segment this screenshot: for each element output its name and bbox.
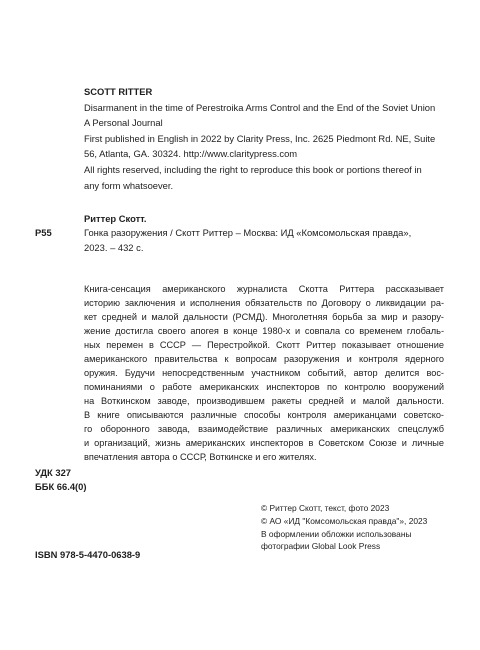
cover-credit-line: В оформлении обложки использованы bbox=[261, 528, 412, 539]
annotation-line: кет средней и малой дальности (РСМД). Многолетняя борьба за мир и разору- bbox=[84, 312, 444, 322]
english-author: SCOTT RITTER bbox=[84, 86, 153, 97]
classification-block bbox=[35, 466, 87, 494]
annotation-line: го оборонного завода, взаимодействие различных американских спецслужб bbox=[84, 424, 444, 434]
copyright-line: © Риттер Скотт, текст, фото 2023 bbox=[261, 503, 390, 513]
english-subtitle-line: A Personal Journal bbox=[84, 117, 163, 129]
annotation-line: оружия. Будучи непосредственным участником событий, автор делится вос- bbox=[84, 368, 444, 378]
bbk-code: ББК 66.4(0) bbox=[35, 481, 87, 492]
annotation-line: Книга-сенсация американского журналиста Скотта Риттера рассказывает bbox=[84, 284, 444, 294]
annotation-line: на Воткинском заводе, производившем ракеты средней и малой дальности. bbox=[84, 396, 444, 406]
annotation-line: и организаций, жизнь американских инспекторов в Советском Союзе и личные bbox=[84, 438, 444, 448]
annotation-paragraph bbox=[84, 282, 444, 464]
catalog-title-line: 2023. – 432 с. bbox=[84, 241, 144, 253]
english-address-line: 56, Atlanta, GA. 30324. http://www.claritypress.com bbox=[84, 148, 298, 160]
annotation-line: впечатления автора о СССР, Воткинске и его жителях. bbox=[84, 452, 317, 462]
english-rights-line: any form whatsoever. bbox=[84, 179, 174, 191]
catalog-author: Риттер Скотт. bbox=[84, 213, 147, 224]
english-title-line: Disarmanent in the time of Perestroika Arms Control and the End of the Soviet Union bbox=[84, 101, 436, 113]
copyright-line: © АО «ИД "Комсомольская правда"», 2023 bbox=[261, 515, 428, 526]
cover-credit-line: фотографии Global Look Press bbox=[261, 541, 381, 552]
english-edition-block bbox=[84, 84, 444, 193]
annotation-line: ных перемен в СССР — Перестройкой. Скотт Риттер показывает отношение bbox=[84, 340, 444, 350]
annotation-line: жение достигла своего апогея в конце 1980-х и совпала со временем глобаль- bbox=[84, 326, 444, 336]
catalog-title-line: Гонка разоружения / Скотт Риттер – Москва: ИД «Комсомольская правда», bbox=[84, 227, 412, 239]
annotation-line: В книге описываются различные способы контроля американцами советско- bbox=[84, 410, 444, 420]
annotation-line: поминаниями о работе американских инспекторов по контролю вооружений bbox=[84, 382, 444, 392]
annotation-line: американского правительства к вопросам разоружения и контроля ядерного bbox=[84, 354, 444, 364]
isbn: ISBN 978-5-4470-0638-9 bbox=[35, 549, 141, 560]
copyright-notices bbox=[261, 502, 427, 553]
english-publisher-line: First published in English in 2022 by Clarity Press, Inc. 2625 Piedmont Rd. NE, Suite bbox=[84, 132, 436, 144]
catalog-entry bbox=[84, 212, 444, 255]
english-rights-line: All rights reserved, including the right to reproduce this book or portions thereof in bbox=[84, 163, 422, 175]
catalog-code: Р55 bbox=[35, 227, 52, 238]
annotation-line: историю заключения и исполнения обязательств по Договору о ликвидации ра- bbox=[84, 298, 444, 308]
udk-code: УДК 327 bbox=[35, 467, 72, 478]
